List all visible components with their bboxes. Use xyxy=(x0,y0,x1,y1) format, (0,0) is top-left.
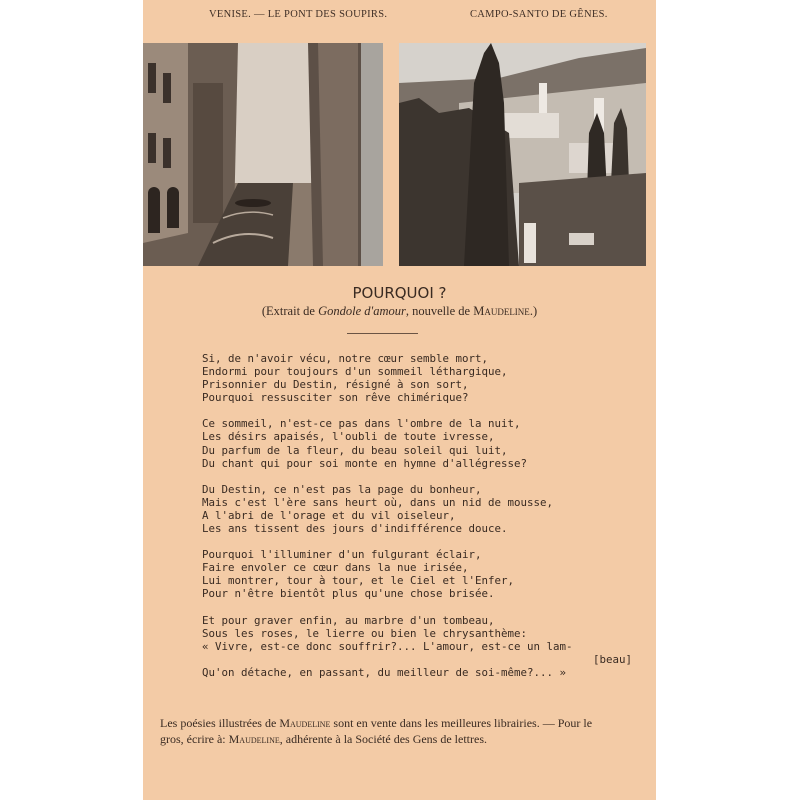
poem-body xyxy=(202,352,632,692)
verse-line: Lui montrer, tour à tour, et le Ciel et l'Enfer, xyxy=(202,574,515,588)
verse-line: A l'abri de l'orage et du vil oiseleur, xyxy=(202,508,456,522)
verse-line: « Vivre, est-ce donc souffrir?... L'amour, est-ce un lam- xyxy=(202,639,573,653)
verse-line: Faire envoler ce cœur dans la nue irisée, xyxy=(202,561,469,575)
stanza xyxy=(202,352,632,404)
title-divider xyxy=(347,333,418,334)
postcard xyxy=(143,0,656,800)
genoa-cemetery-photo xyxy=(399,43,646,266)
verse-line: Du chant qui pour soi monte en hymne d'allégresse? xyxy=(202,456,528,470)
stanza xyxy=(202,483,632,535)
verse-line: Du parfum de la fleur, du beau soleil qui luit, xyxy=(202,443,508,457)
caption-venice: VENISE. — LE PONT DES SOUPIRS. xyxy=(209,9,388,20)
poem-title: POURQUOI ? xyxy=(352,284,447,302)
verse-line: Ce sommeil, n'est-ce pas dans l'ombre de la nuit, xyxy=(202,417,521,431)
verse-line: Qu'on détache, en passant, du meilleur de soi-même?... » xyxy=(202,665,567,679)
venice-canal-photo xyxy=(143,43,383,266)
stanza xyxy=(202,417,632,469)
poem-subtitle: (Extrait de Gondole d'amour, nouvelle de Maudeline.) xyxy=(261,304,538,318)
verse-line: Mais c'est l'ère sans heurt où, dans un nid de mousse, xyxy=(202,495,554,509)
verse-line: Sous les roses, le lierre ou bien le chrysanthème: xyxy=(202,626,528,640)
caption-genoa: CAMPO-SANTO DE GÊNES. xyxy=(470,9,608,20)
verse-line: Endormi pour toujours d'un sommeil léthargique, xyxy=(202,365,508,379)
verse-line: Pourquoi ressusciter son rêve chimérique? xyxy=(202,391,469,405)
verse-line: Pourquoi l'illuminer d'un fulgurant éclair, xyxy=(202,548,482,562)
verse-line: Si, de n'avoir vécu, notre cœur semble mort, xyxy=(202,352,489,365)
verse-line-overflow: [beau] xyxy=(592,652,632,666)
publisher-note: Les poésies illustrées de Maudeline sont en vente dans les meilleures librairies. — Pour le gros, écrire à: Maudeline, adhérente à la Société des Gens de lettres. xyxy=(160,716,593,746)
verse-line: Du Destin, ce n'est pas la page du bonheur, xyxy=(202,482,482,496)
verse-line: Les désirs apaisés, l'oubli de toute ivresse, xyxy=(202,430,495,444)
verse-line: Pour n'être bientôt plus qu'une chose brisée. xyxy=(202,587,495,601)
stanza xyxy=(202,548,632,600)
stanza xyxy=(202,614,632,679)
verse-line: Les ans tissent des jours d'indifférence douce. xyxy=(202,522,508,536)
verse-line: Prisonnier du Destin, résigné à son sort, xyxy=(202,378,469,392)
verse-line: Et pour graver enfin, au marbre d'un tombeau, xyxy=(202,613,495,627)
